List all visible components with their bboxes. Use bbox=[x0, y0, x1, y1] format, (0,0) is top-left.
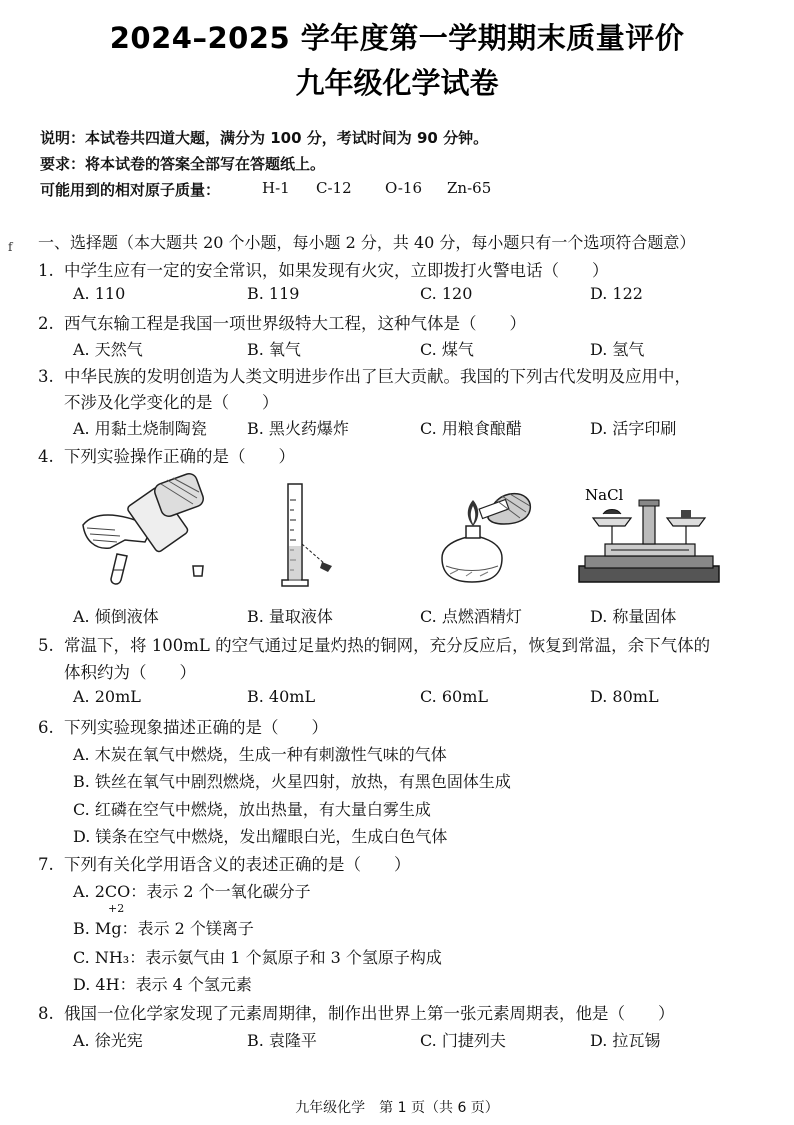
q8-option-c: C. 门捷列夫 bbox=[420, 1031, 506, 1050]
question-stem: 下列实验现象描述正确的是（ ） bbox=[64, 718, 328, 737]
question-1: 1. 中学生应有一定的安全常识，如果发现有火灾，立即拨打火警电话（ ） bbox=[38, 261, 609, 280]
question-stem: 中学生应有一定的安全常识，如果发现有火灾，立即拨打火警电话（ ） bbox=[64, 261, 609, 280]
q1-option-a: A. 110 bbox=[73, 284, 126, 303]
page-footer: 九年级化学 第 1 页（共 6 页） bbox=[295, 1100, 499, 1116]
q4-option-c: C. 点燃酒精灯 bbox=[420, 607, 522, 626]
q8-option-d: D. 拉瓦锡 bbox=[590, 1031, 661, 1050]
alcohol-lamp-figure bbox=[432, 478, 542, 588]
q8-option-b: B. 袁隆平 bbox=[247, 1031, 317, 1050]
q1-option-c: C. 120 bbox=[420, 284, 473, 303]
q5-option-d: D. 80mL bbox=[590, 687, 659, 706]
balance-scale-figure bbox=[575, 484, 725, 590]
question-stem: 中华民族的发明创造为人类文明进步作出了巨大贡献。我国的下列古代发明及应用中， bbox=[64, 367, 691, 386]
q3-option-d: D. 活字印刷 bbox=[590, 419, 677, 438]
question-6: 6. 下列实验现象描述正确的是（ ） bbox=[38, 718, 328, 737]
q5-option-a: A. 20mL bbox=[73, 687, 141, 706]
q5-option-c: C. 60mL bbox=[420, 687, 488, 706]
question-stem: 俄国一位化学家发现了元素周期律，制作出世界上第一张元素周期表，他是（ ） bbox=[64, 1004, 675, 1023]
q2-option-c: C. 煤气 bbox=[420, 340, 474, 359]
q7-option-c: C. NH₃：表示氨气由 1 个氮原子和 3 个氢原子构成 bbox=[73, 948, 442, 967]
q3-option-b: B. 黑火药爆炸 bbox=[247, 419, 349, 438]
q6-option-b: B. 铁丝在氧气中剧烈燃烧，火星四射，放热，有黑色固体生成 bbox=[73, 772, 511, 791]
q6-option-a: A. 木炭在氧气中燃烧，生成一种有刺激性气味的气体 bbox=[73, 745, 447, 764]
question-stem: 西气东输工程是我国一项世界级特大工程，这种气体是（ ） bbox=[64, 314, 526, 333]
question-stem: 常温下，将 100mL 的空气通过足量灼热的铜网，充分反应后，恢复到常温，余下气体的 bbox=[64, 636, 711, 655]
notes-line-3 bbox=[40, 179, 492, 200]
question-8: 8. 俄国一位化学家发现了元素周期律，制作出世界上第一张元素周期表，他是（ ） bbox=[38, 1004, 675, 1023]
q5-option-b: B. 40mL bbox=[247, 687, 316, 706]
question-4: 4. 下列实验操作正确的是（ ） bbox=[38, 447, 295, 466]
question-stem: 下列有关化学用语含义的表述正确的是（ ） bbox=[64, 855, 411, 874]
q2-option-d: D. 氢气 bbox=[590, 340, 645, 359]
nacl-label: NaCl bbox=[585, 486, 624, 504]
q3-option-a: A. 用黏土烧制陶瓷 bbox=[73, 419, 207, 438]
exam-title: 2024–2025 学年度第一学期期末质量评价 bbox=[109, 21, 685, 55]
q6-option-c: C. 红磷在空气中燃烧，放出热量，有大量白雾生成 bbox=[73, 800, 431, 819]
mass-h: H-1 bbox=[262, 179, 290, 197]
mass-o: O-16 bbox=[385, 179, 423, 197]
q7-option-b: B. Mg：表示 2 个镁离子 bbox=[73, 919, 254, 938]
question-2: 2. 西气东输工程是我国一项世界级特大工程，这种气体是（ ） bbox=[38, 314, 526, 333]
q4-option-a: A. 倾倒液体 bbox=[73, 607, 159, 626]
q2-option-b: B. 氧气 bbox=[247, 340, 301, 359]
q3-option-c: C. 用粮食酿醋 bbox=[420, 419, 522, 438]
pouring-liquid-figure bbox=[75, 470, 225, 595]
q6-option-d: D. 镁条在空气中燃烧，发出耀眼白光，生成白色气体 bbox=[73, 827, 448, 846]
mass-c: C-12 bbox=[316, 179, 352, 197]
margin-mark: f bbox=[8, 240, 13, 254]
question-5-continued: 体积约为（ ） bbox=[64, 663, 196, 682]
notes-line-2: 要求：将本试卷的答案全部写在答题纸上。 bbox=[40, 155, 326, 173]
q2-option-a: A. 天然气 bbox=[73, 340, 143, 359]
q8-option-a: A. 徐光宪 bbox=[73, 1031, 143, 1050]
exam-subtitle: 九年级化学试卷 bbox=[295, 66, 499, 100]
graduated-cylinder-figure bbox=[270, 480, 350, 592]
question-3: 3. 中华民族的发明创造为人类文明进步作出了巨大贡献。我国的下列古代发明及应用中， bbox=[38, 367, 691, 386]
atomic-mass-label: 可能用到的相对原子质量： bbox=[40, 181, 221, 199]
notes-line-1: 说明：本试卷共四道大题，满分为 100 分，考试时间为 90 分钟。 bbox=[40, 129, 489, 147]
question-3-continued: 不涉及化学变化的是（ ） bbox=[64, 393, 279, 412]
q7-option-d: D. 4H：表示 4 个氢元素 bbox=[73, 975, 252, 994]
mg-charge-superscript: +2 bbox=[108, 902, 125, 915]
q1-option-d: D. 122 bbox=[590, 284, 643, 303]
mass-zn: Zn-65 bbox=[447, 179, 492, 197]
section-1-heading: 一、选择题（本大题共 20 个小题，每小题 2 分，共 40 分，每小题只有一个选项符合题意） bbox=[38, 233, 696, 252]
question-7: 7. 下列有关化学用语含义的表述正确的是（ ） bbox=[38, 855, 411, 874]
question-5: 5. 常温下，将 100mL 的空气通过足量灼热的铜网，充分反应后，恢复到常温，余下气体的 bbox=[38, 636, 711, 655]
q7-option-a: A. 2CO：表示 2 个一氧化碳分子 bbox=[73, 882, 311, 901]
q4-option-d: D. 称量固体 bbox=[590, 607, 677, 626]
q1-option-b: B. 119 bbox=[247, 284, 300, 303]
question-stem: 下列实验操作正确的是（ ） bbox=[64, 447, 295, 466]
q4-option-b: B. 量取液体 bbox=[247, 607, 333, 626]
